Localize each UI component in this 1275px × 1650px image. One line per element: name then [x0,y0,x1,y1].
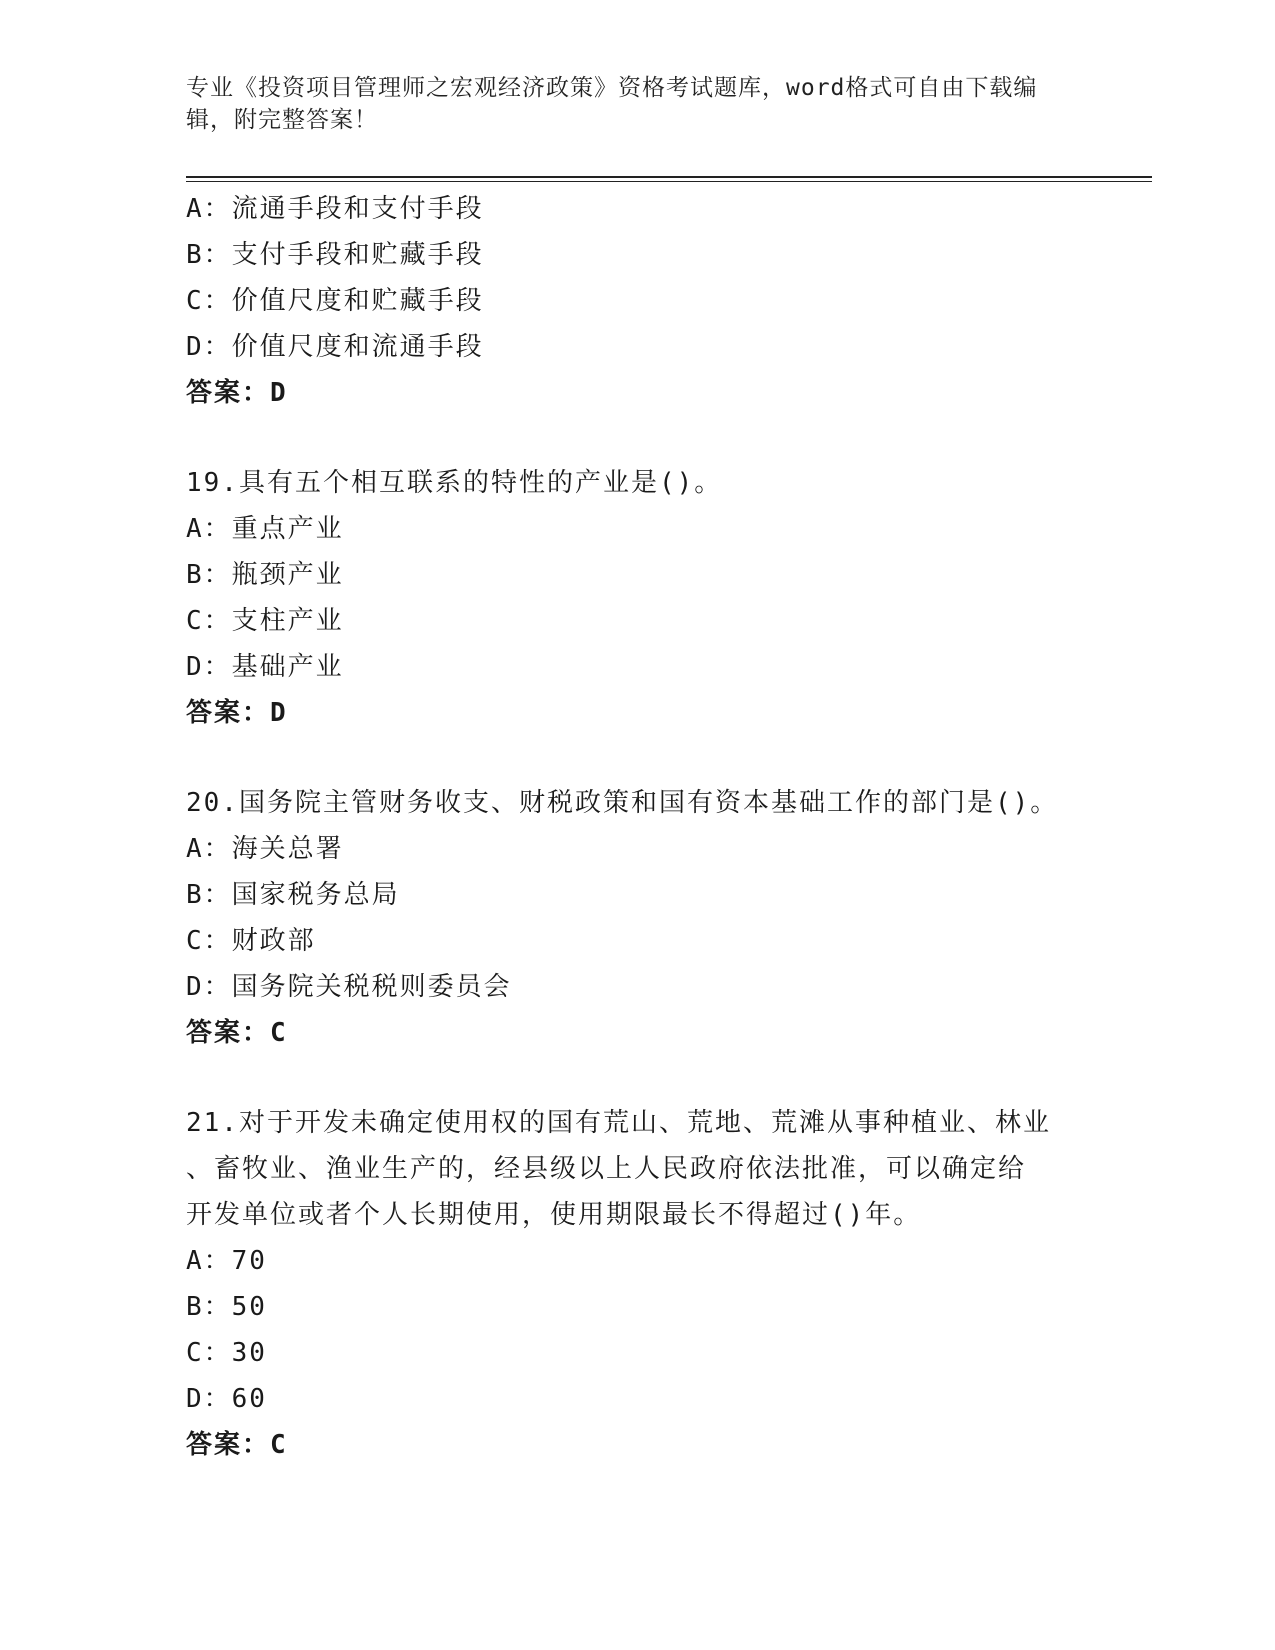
answer-line: 答案：C [186,1018,288,1048]
question-19-block [186,460,1086,736]
option-a: A：70 [186,1246,267,1276]
answer-line: 答案：D [186,378,288,408]
answer-line: 答案：D [186,698,288,728]
option-c: C：财政部 [186,926,316,956]
option-d: D：价值尺度和流通手段 [186,332,484,362]
header-rule [186,176,1152,178]
question-text-line-1: 21.对于开发未确定使用权的国有荒山、荒地、荒滩从事种植业、林业 [186,1108,1051,1138]
spacer [186,416,1086,460]
question-text: 19.具有五个相互联系的特性的产业是()。 [186,468,723,498]
option-c: C：30 [186,1338,267,1368]
option-a: A：海关总署 [186,834,344,864]
option-c: C：支柱产业 [186,606,344,636]
option-c: C：价值尺度和贮藏手段 [186,286,484,316]
option-d: D：60 [186,1384,267,1414]
document-header: 专业《投资项目管理师之宏观经济政策》资格考试题库，word格式可自由下载编辑，附完整答案！ [186,75,1038,133]
header-rule-thin [186,181,1152,182]
question-20-block [186,780,1086,1056]
question-text-line-3: 开发单位或者个人长期使用，使用期限最长不得超过()年。 [186,1200,922,1230]
question-21-block [186,1100,1086,1468]
question-content [186,186,1086,1468]
option-b: B：50 [186,1292,267,1322]
option-b: B：瓶颈产业 [186,560,344,590]
option-d: D：基础产业 [186,652,344,682]
option-a: A：重点产业 [186,514,344,544]
option-d: D：国务院关税税则委员会 [186,972,512,1002]
option-b: B：支付手段和贮藏手段 [186,240,484,270]
question-18-block [186,186,1086,416]
option-b: B：国家税务总局 [186,880,400,910]
answer-line: 答案：C [186,1430,288,1460]
spacer [186,736,1086,780]
option-a: A：流通手段和支付手段 [186,194,484,224]
question-text: 20.国务院主管财务收支、财税政策和国有资本基础工作的部门是()。 [186,788,1059,818]
spacer [186,1056,1086,1100]
question-text-line-2: 、畜牧业、渔业生产的，经县级以上人民政府依法批准，可以确定给 [186,1154,1027,1184]
